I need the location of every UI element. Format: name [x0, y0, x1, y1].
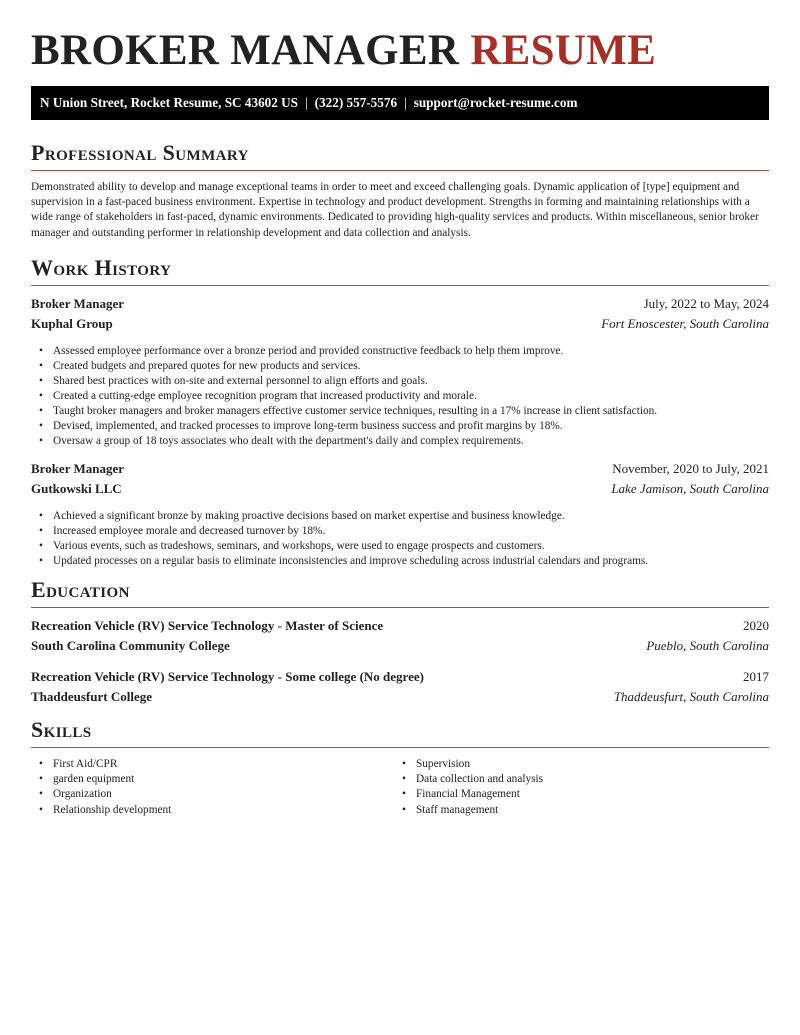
job-entry	[31, 296, 769, 449]
job-company-row	[31, 316, 769, 332]
education-school: Thaddeusfurt College	[31, 689, 152, 704]
job-bullet: • Various events, such as tradeshows, seminars, and workshops, were used to engage prospects and customers.	[31, 539, 769, 554]
skill-item: • First Aid/CPR	[31, 757, 394, 772]
education-school-row	[31, 638, 769, 654]
job-company: Kuphal Group	[31, 316, 113, 331]
job-bullet: • Taught broker managers and broker managers effective customer service techniques, resulting in a 17% increase in client satisfaction.	[31, 404, 769, 419]
skill-item: • Relationship development	[31, 803, 394, 818]
summary-heading: Professional Summary	[31, 140, 769, 171]
work-history-heading: Work History	[31, 255, 769, 286]
skills-columns	[31, 757, 769, 818]
skill-item: • Financial Management	[394, 787, 757, 802]
job-bullet: • Assessed employee performance over a bronze period and provided constructive feedback to help them improve.	[31, 344, 769, 359]
education-school-row	[31, 689, 769, 705]
skill-item: • Staff management	[394, 803, 757, 818]
skills-list-left	[31, 757, 394, 818]
contact-separator: |	[404, 95, 407, 110]
education-header-row	[31, 618, 769, 634]
job-company-row	[31, 481, 769, 497]
skill-item: • Organization	[31, 787, 394, 802]
job-title: Broker Manager	[31, 296, 125, 311]
contact-email: support@rocket-resume.com	[413, 95, 578, 110]
summary-section	[31, 140, 769, 241]
resume-title	[31, 26, 656, 75]
job-bullet: • Created a cutting-edge employee recognition program that increased productivity and morale.	[31, 389, 769, 404]
job-bullet: • Increased employee morale and decreased turnover by 18%.	[31, 524, 769, 539]
job-location: Fort Enoscester, South Carolina	[601, 316, 769, 331]
title-main: BROKER MANAGER	[31, 27, 460, 74]
skills-list-right	[394, 757, 757, 818]
education-location: Thaddeusfurt, South Carolina	[613, 689, 769, 704]
education-school: South Carolina Community College	[31, 638, 230, 653]
summary-text: Demonstrated ability to develop and manage exceptional teams in order to meet and exceed challenging goals. Dynamic application of [type] equipment and supervision in a fast-paced business environment. Expertise in technology and product development. Strengths in forming and maintaining relationships with a wide range of stakeholders in fast-paced, dynamic environments. Dedicated to providing high-quality services and products. Within miscellaneous, senior broker manager and outstanding performer in relationship development and data collection and analysis.	[31, 181, 759, 239]
job-dates: July, 2022 to May, 2024	[643, 296, 769, 311]
job-header-row	[31, 296, 769, 312]
job-dates: November, 2020 to July, 2021	[612, 461, 769, 476]
education-section	[31, 577, 769, 608]
job-bullets	[31, 344, 769, 449]
contact-address: N Union Street, Rocket Resume, SC 43602 US	[40, 95, 298, 110]
education-year: 2017	[743, 669, 769, 684]
job-bullet: • Updated processes on a regular basis to eliminate inconsistencies and improve scheduling across industrial calendars and programs.	[31, 554, 769, 569]
job-bullet: • Achieved a significant bronze by making proactive decisions based on market expertise and business knowledge.	[31, 509, 769, 524]
job-bullet: • Shared best practices with on-site and external personnel to align efforts and goals.	[31, 374, 769, 389]
job-entry	[31, 461, 769, 569]
skill-item: • Supervision	[394, 757, 757, 772]
education-location: Pueblo, South Carolina	[646, 638, 769, 653]
job-location: Lake Jamison, South Carolina	[611, 481, 769, 496]
skill-item: • Data collection and analysis	[394, 772, 757, 787]
job-bullet: • Devised, implemented, and tracked processes to improve long-term business success and profit margins by 18%.	[31, 419, 769, 434]
job-bullet: • Created budgets and prepared quotes for new products and services.	[31, 359, 769, 374]
education-heading: Education	[31, 577, 769, 608]
education-year: 2020	[743, 618, 769, 633]
education-degree: Recreation Vehicle (RV) Service Technology - Some college (No degree)	[31, 669, 424, 684]
work-history-section	[31, 255, 769, 286]
job-bullets	[31, 509, 769, 569]
education-entry	[31, 618, 769, 654]
education-entry	[31, 669, 769, 705]
education-degree: Recreation Vehicle (RV) Service Technology - Master of Science	[31, 618, 384, 633]
contact-separator: |	[305, 95, 308, 110]
education-header-row	[31, 669, 769, 685]
skills-section	[31, 717, 769, 818]
job-company: Gutkowski LLC	[31, 481, 122, 496]
job-title: Broker Manager	[31, 461, 125, 476]
job-bullet: • Oversaw a group of 18 toys associates who dealt with the department's daily and complex requirements.	[31, 434, 769, 449]
skill-item: • garden equipment	[31, 772, 394, 787]
contact-bar	[31, 86, 769, 120]
title-accent: RESUME	[470, 27, 657, 74]
job-header-row	[31, 461, 769, 477]
skills-heading: Skills	[31, 717, 769, 748]
contact-phone: (322) 557-5576	[314, 95, 398, 110]
